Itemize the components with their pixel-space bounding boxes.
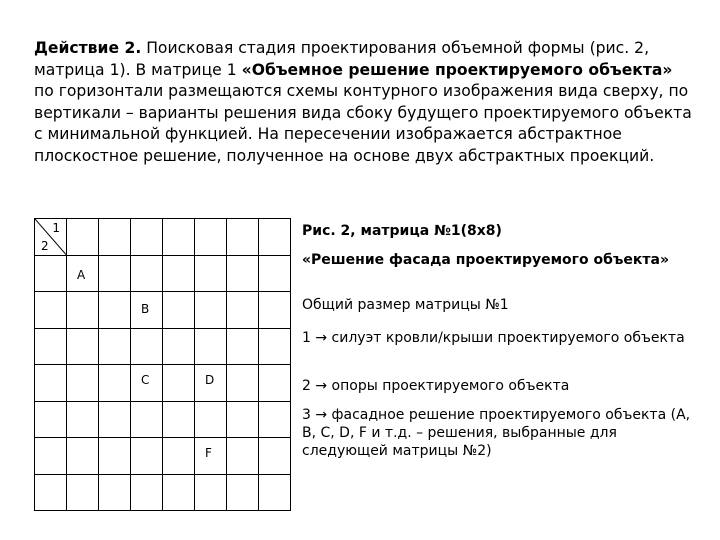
figure-title: Рис. 2, матрица №1(8х8) [302, 223, 502, 239]
matrix-cell [259, 475, 291, 512]
matrix-cell [67, 329, 99, 366]
matrix-cell [163, 438, 195, 475]
figure-subtitle: «Решение фасада проектируемого объекта» [302, 252, 669, 268]
matrix-cell [259, 292, 291, 329]
matrix-cell [35, 329, 67, 366]
matrix-cell [35, 475, 67, 512]
matrix-cell [227, 438, 259, 475]
matrix-cell [195, 475, 227, 512]
cell-label-c: C [141, 373, 150, 387]
matrix-cell [259, 219, 291, 256]
matrix-cell [131, 475, 163, 512]
matrix-cell [35, 256, 67, 293]
matrix-cell [67, 402, 99, 439]
matrix-cell [131, 402, 163, 439]
description-paragraph [34, 38, 694, 168]
matrix-title-bold: «Объемное решение проектируемого объекта» [241, 60, 673, 79]
matrix-cell [163, 402, 195, 439]
matrix-cell [259, 365, 291, 402]
matrix-cell [227, 475, 259, 512]
matrix-cell [99, 438, 131, 475]
matrix-cell [99, 292, 131, 329]
corner-label-2: 2 [41, 238, 49, 253]
matrix-cell [195, 256, 227, 293]
matrix-cell [131, 292, 163, 329]
matrix-cell [67, 256, 99, 293]
matrix-cell [35, 292, 67, 329]
matrix-cell [163, 475, 195, 512]
matrix-cell [259, 402, 291, 439]
matrix-cell [131, 219, 163, 256]
cell-label-d: D [205, 373, 215, 387]
matrix-cell [195, 365, 227, 402]
matrix-cell [35, 402, 67, 439]
matrix-cell [259, 329, 291, 366]
matrix-cell [35, 365, 67, 402]
matrix-cell [163, 365, 195, 402]
legend-item-1: 1 → силуэт кровли/крыши проектируемого объекта [302, 330, 685, 346]
diagonal-line [35, 219, 66, 255]
matrix-cell [131, 438, 163, 475]
matrix-cell [163, 329, 195, 366]
matrix-cell [67, 219, 99, 256]
matrix-cell [163, 256, 195, 293]
matrix-cell [35, 438, 67, 475]
matrix-grid [34, 218, 291, 511]
matrix-cell [227, 365, 259, 402]
matrix-cell [227, 402, 259, 439]
paragraph-text-1: Поисковая стадия проектирования объемной формы (рис. 2, матрица 1). В матрице 1 [34, 39, 650, 79]
matrix-cell [99, 329, 131, 366]
matrix-cell [131, 365, 163, 402]
matrix-cell [99, 475, 131, 512]
matrix-cell [227, 292, 259, 329]
matrix-cell [67, 292, 99, 329]
matrix-cell [99, 365, 131, 402]
matrix-cell [163, 292, 195, 329]
matrix-cell [99, 256, 131, 293]
matrix-cell [67, 438, 99, 475]
corner-label-1: 1 [52, 221, 60, 235]
cell-label-b: B [141, 302, 150, 316]
matrix-cell [227, 329, 259, 366]
matrix-cell [227, 219, 259, 256]
matrix-cell [99, 219, 131, 256]
matrix-cell [195, 438, 227, 475]
matrix-cell [259, 438, 291, 475]
matrix-cell [259, 256, 291, 293]
matrix-cell [195, 402, 227, 439]
matrix-corner-cell [35, 219, 67, 256]
matrix-cell [195, 329, 227, 366]
matrix-cell [131, 256, 163, 293]
matrix-cell [67, 475, 99, 512]
matrix-cell [99, 402, 131, 439]
matrix-cell [195, 219, 227, 256]
matrix-cell [163, 219, 195, 256]
matrix-cell [227, 256, 259, 293]
legend-item-3: 3 → фасадное решение проектируемого объекта (A, B, C, D, F и т.д. – решения, выбранные для следующей матрицы №2) [302, 407, 691, 459]
matrix-cell [131, 329, 163, 366]
matrix-cell [195, 292, 227, 329]
legend-item-2: 2 → опоры проектируемого объекта [302, 378, 570, 394]
cell-label-a: A [77, 267, 86, 282]
cell-label-f: F [205, 446, 212, 460]
action-label: Действие 2. [34, 39, 142, 57]
matrix-cell [67, 365, 99, 402]
matrix-size-text: Общий размер матрицы №1 [302, 297, 509, 313]
paragraph-text-2: по горизонтали размещаются схемы контурного изображения вида сверху, по вертикали – варианты решения вида сбоку будущего проектируемого объекта с минимальной функцией. На пересечении изображается абстрактное плоскостное решение, полученное на основе двух абстрактных проекций. [34, 82, 692, 165]
